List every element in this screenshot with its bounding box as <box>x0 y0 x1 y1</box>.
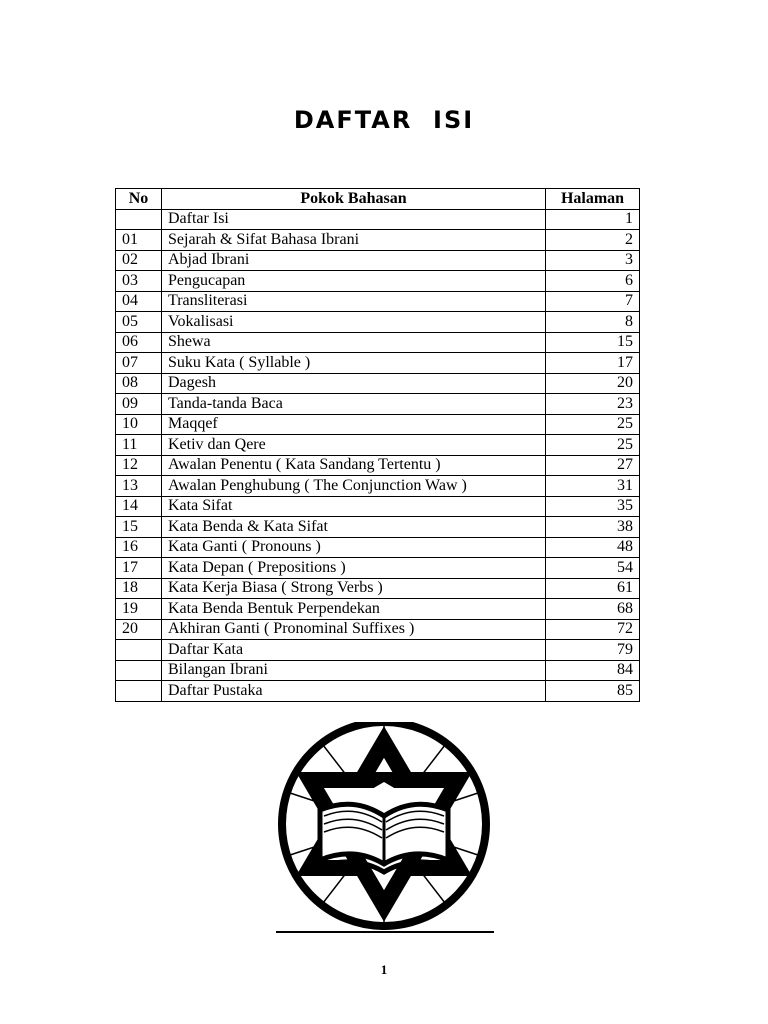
row-topic: Awalan Penentu ( Kata Sandang Tertentu ) <box>162 455 546 476</box>
table-row <box>116 414 640 435</box>
row-page: 3 <box>546 250 640 271</box>
row-page: 23 <box>546 394 640 415</box>
row-topic: Maqqef <box>162 414 546 435</box>
row-number: 05 <box>116 312 162 333</box>
table-row <box>116 558 640 579</box>
table-row <box>116 312 640 333</box>
table-row <box>116 496 640 517</box>
row-number: 03 <box>116 271 162 292</box>
table-row <box>116 599 640 620</box>
row-number: 19 <box>116 599 162 620</box>
table-row <box>116 332 640 353</box>
table-row <box>116 517 640 538</box>
table-row <box>116 353 640 374</box>
row-topic: Kata Kerja Biasa ( Strong Verbs ) <box>162 578 546 599</box>
row-page: 1 <box>546 209 640 230</box>
row-number: 16 <box>116 537 162 558</box>
row-page: 38 <box>546 517 640 538</box>
header-topic: Pokok Bahasan <box>162 189 546 210</box>
row-number <box>116 681 162 702</box>
row-page: 85 <box>546 681 640 702</box>
row-topic: Suku Kata ( Syllable ) <box>162 353 546 374</box>
row-number: 04 <box>116 291 162 312</box>
row-page: 2 <box>546 230 640 251</box>
table-row <box>116 291 640 312</box>
table-row <box>116 271 640 292</box>
header-page: Halaman <box>546 189 640 210</box>
table-row <box>116 681 640 702</box>
table-row <box>116 250 640 271</box>
table-row <box>116 578 640 599</box>
row-topic: Akhiran Ganti ( Pronominal Suffixes ) <box>162 619 546 640</box>
row-topic: Abjad Ibrani <box>162 250 546 271</box>
row-page: 25 <box>546 414 640 435</box>
row-page: 6 <box>546 271 640 292</box>
table-of-contents <box>115 188 640 702</box>
row-number: 20 <box>116 619 162 640</box>
table-row <box>116 230 640 251</box>
row-topic: Tanda-tanda Baca <box>162 394 546 415</box>
row-topic: Daftar Pustaka <box>162 681 546 702</box>
row-topic: Transliterasi <box>162 291 546 312</box>
row-number: 15 <box>116 517 162 538</box>
row-number: 10 <box>116 414 162 435</box>
row-topic: Kata Depan ( Prepositions ) <box>162 558 546 579</box>
row-number: 01 <box>116 230 162 251</box>
row-page: 79 <box>546 640 640 661</box>
row-topic: Shewa <box>162 332 546 353</box>
table-row <box>116 373 640 394</box>
table-row <box>116 209 640 230</box>
row-number <box>116 209 162 230</box>
table-row <box>116 435 640 456</box>
row-topic: Awalan Penghubung ( The Conjunction Waw ) <box>162 476 546 497</box>
row-number: 13 <box>116 476 162 497</box>
row-page: 15 <box>546 332 640 353</box>
row-number: 17 <box>116 558 162 579</box>
row-topic: Kata Sifat <box>162 496 546 517</box>
row-number: 02 <box>116 250 162 271</box>
row-topic: Vokalisasi <box>162 312 546 333</box>
row-page: 17 <box>546 353 640 374</box>
row-number: 08 <box>116 373 162 394</box>
table-row <box>116 476 640 497</box>
table-row <box>116 455 640 476</box>
page-title: DAFTAR ISI <box>293 106 475 134</box>
table-row <box>116 640 640 661</box>
row-topic: Daftar Isi <box>162 209 546 230</box>
row-number: 07 <box>116 353 162 374</box>
row-number: 12 <box>116 455 162 476</box>
table-row <box>116 660 640 681</box>
row-page: 72 <box>546 619 640 640</box>
row-topic: Sejarah & Sifat Bahasa Ibrani <box>162 230 546 251</box>
row-number: 06 <box>116 332 162 353</box>
row-number <box>116 640 162 661</box>
page-number: 1 <box>380 962 388 977</box>
row-topic: Ketiv dan Qere <box>162 435 546 456</box>
row-number: 09 <box>116 394 162 415</box>
row-page: 84 <box>546 660 640 681</box>
row-page: 25 <box>546 435 640 456</box>
row-number: 18 <box>116 578 162 599</box>
row-page: 54 <box>546 558 640 579</box>
row-topic: Daftar Kata <box>162 640 546 661</box>
table-row <box>116 394 640 415</box>
header-no: No <box>116 189 162 210</box>
star-book-emblem-icon <box>268 722 500 936</box>
row-page: 31 <box>546 476 640 497</box>
row-topic: Bilangan Ibrani <box>162 660 546 681</box>
row-topic: Kata Ganti ( Pronouns ) <box>162 537 546 558</box>
table-row <box>116 619 640 640</box>
row-page: 7 <box>546 291 640 312</box>
row-number: 11 <box>116 435 162 456</box>
row-topic: Pengucapan <box>162 271 546 292</box>
row-number: 14 <box>116 496 162 517</box>
row-page: 48 <box>546 537 640 558</box>
row-page: 8 <box>546 312 640 333</box>
table-row <box>116 537 640 558</box>
row-topic: Dagesh <box>162 373 546 394</box>
row-page: 20 <box>546 373 640 394</box>
row-number <box>116 660 162 681</box>
table-header-row <box>116 189 640 210</box>
table-body <box>116 209 640 701</box>
row-page: 61 <box>546 578 640 599</box>
row-topic: Kata Benda & Kata Sifat <box>162 517 546 538</box>
row-topic: Kata Benda Bentuk Perpendekan <box>162 599 546 620</box>
row-page: 35 <box>546 496 640 517</box>
row-page: 68 <box>546 599 640 620</box>
row-page: 27 <box>546 455 640 476</box>
